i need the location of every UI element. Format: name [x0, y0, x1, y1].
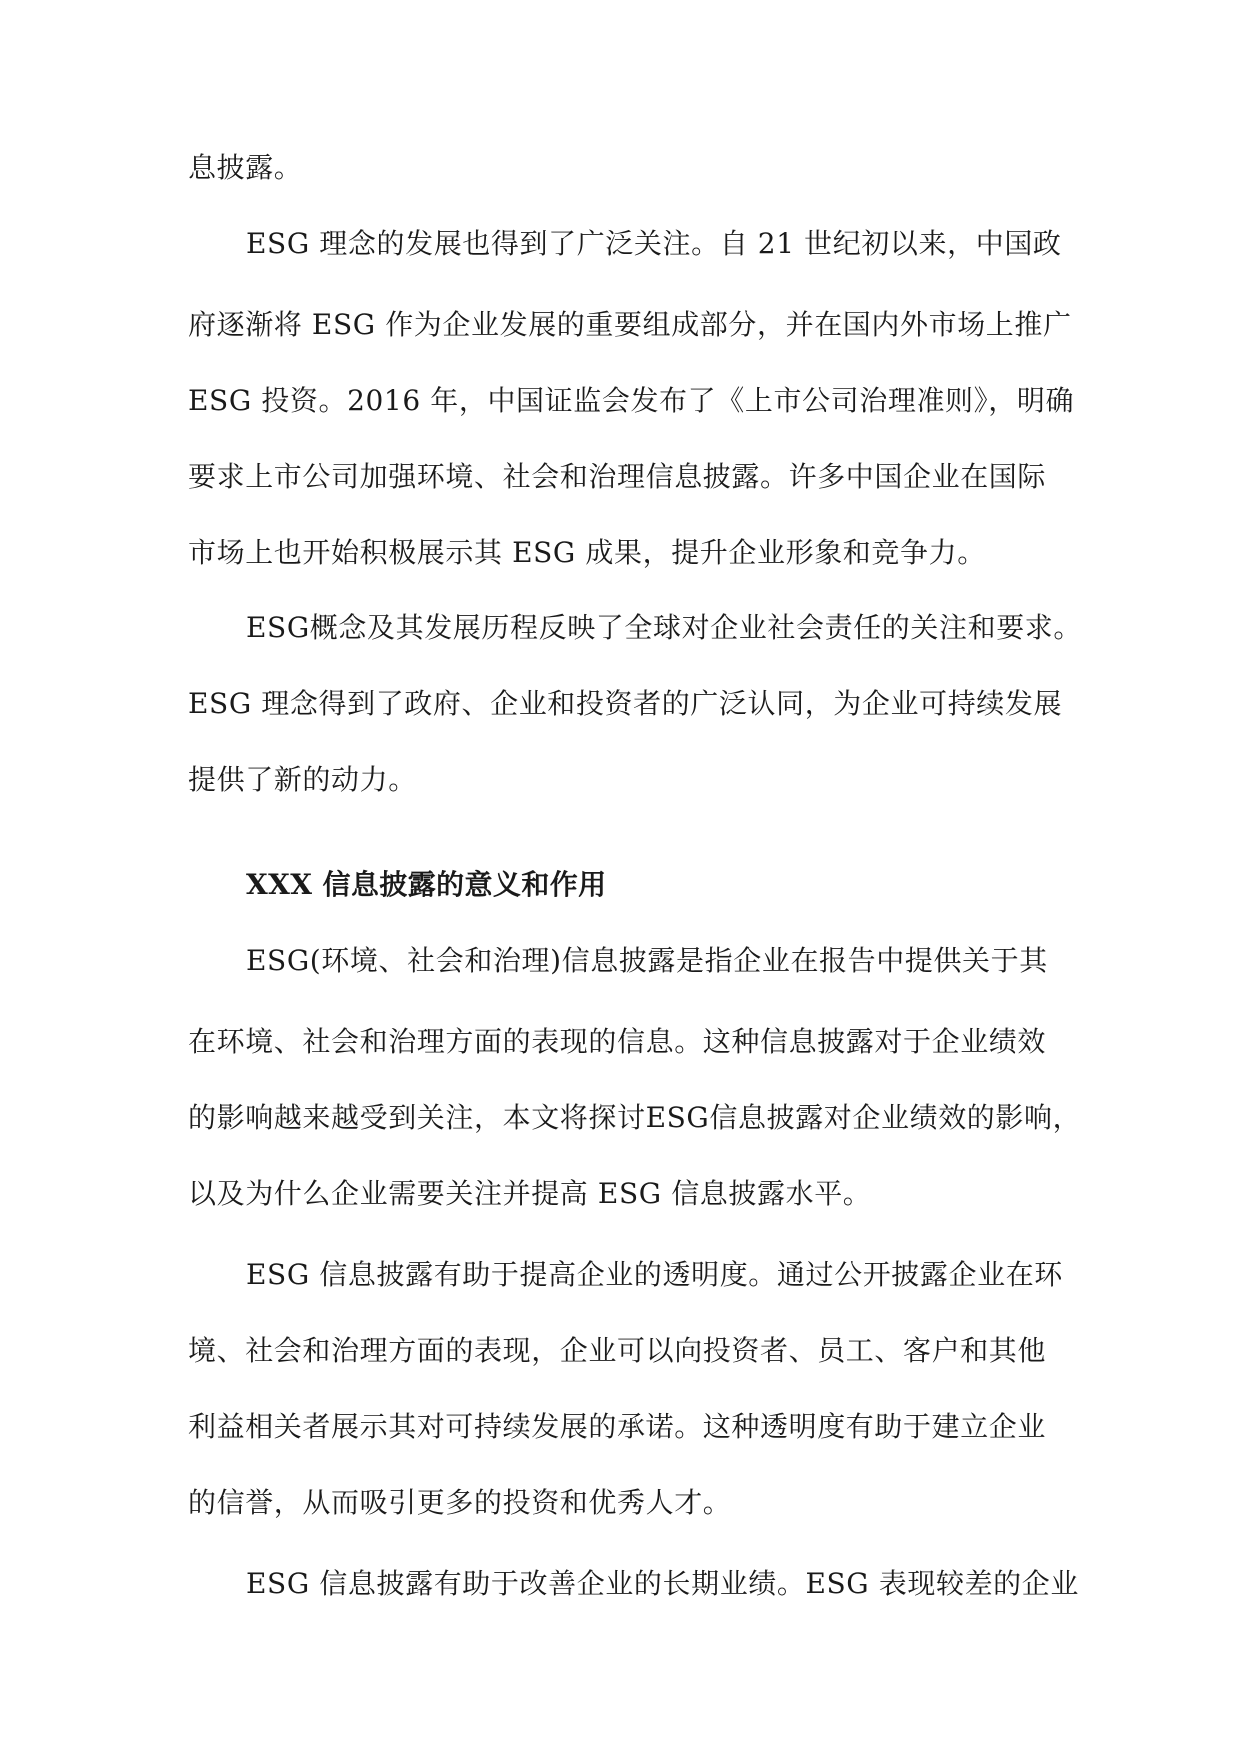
paragraph-line: 府逐渐将 ESG 作为企业发展的重要组成部分，并在国内外市场上推广 — [188, 308, 1072, 341]
paragraph-line: 的影响越来越受到关注，本文将探讨ESG信息披露对企业绩效的影响， — [188, 1101, 1082, 1134]
paragraph-line: 境、社会和治理方面的表现，企业可以向投资者、员工、客户和其他 — [188, 1334, 1047, 1367]
paragraph-line: 要求上市公司加强环境、社会和治理信息披露。许多中国企业在国际 — [188, 460, 1047, 493]
paragraph-line: ESG 理念的发展也得到了广泛关注。自 21 世纪初以来，中国政 — [246, 227, 1062, 260]
paragraph-line: ESG(环境、社会和治理)信息披露是指企业在报告中提供关于其 — [246, 944, 1048, 977]
paragraph-line: 利益相关者展示其对可持续发展的承诺。这种透明度有助于建立企业 — [188, 1410, 1047, 1443]
section-heading: XXX 信息披露的意义和作用 — [246, 868, 607, 901]
paragraph-line: ESG 信息披露有助于提高企业的透明度。通过公开披露企业在环 — [246, 1258, 1063, 1291]
paragraph-line: 息披露。 — [188, 151, 303, 184]
paragraph-line: 提供了新的动力。 — [188, 763, 417, 796]
paragraph-line: 的信誉，从而吸引更多的投资和优秀人才。 — [188, 1486, 732, 1519]
paragraph-line: ESG概念及其发展历程反映了全球对企业社会责任的关注和要求。 — [246, 611, 1082, 644]
paragraph-line: ESG 投资。2016 年，中国证监会发布了《上市公司治理准则》，明确 — [188, 384, 1075, 417]
paragraph-line: ESG 信息披露有助于改善企业的长期业绩。ESG 表现较差的企业 — [246, 1567, 1079, 1600]
paragraph-line: 在环境、社会和治理方面的表现的信息。这种信息披露对于企业绩效 — [188, 1025, 1047, 1058]
paragraph-line: 市场上也开始积极展示其 ESG 成果，提升企业形象和竞争力。 — [188, 536, 986, 569]
paragraph-line: ESG 理念得到了政府、企业和投资者的广泛认同，为企业可持续发展 — [188, 687, 1063, 720]
paragraph-line: 以及为什么企业需要关注并提高 ESG 信息披露水平。 — [188, 1177, 872, 1210]
